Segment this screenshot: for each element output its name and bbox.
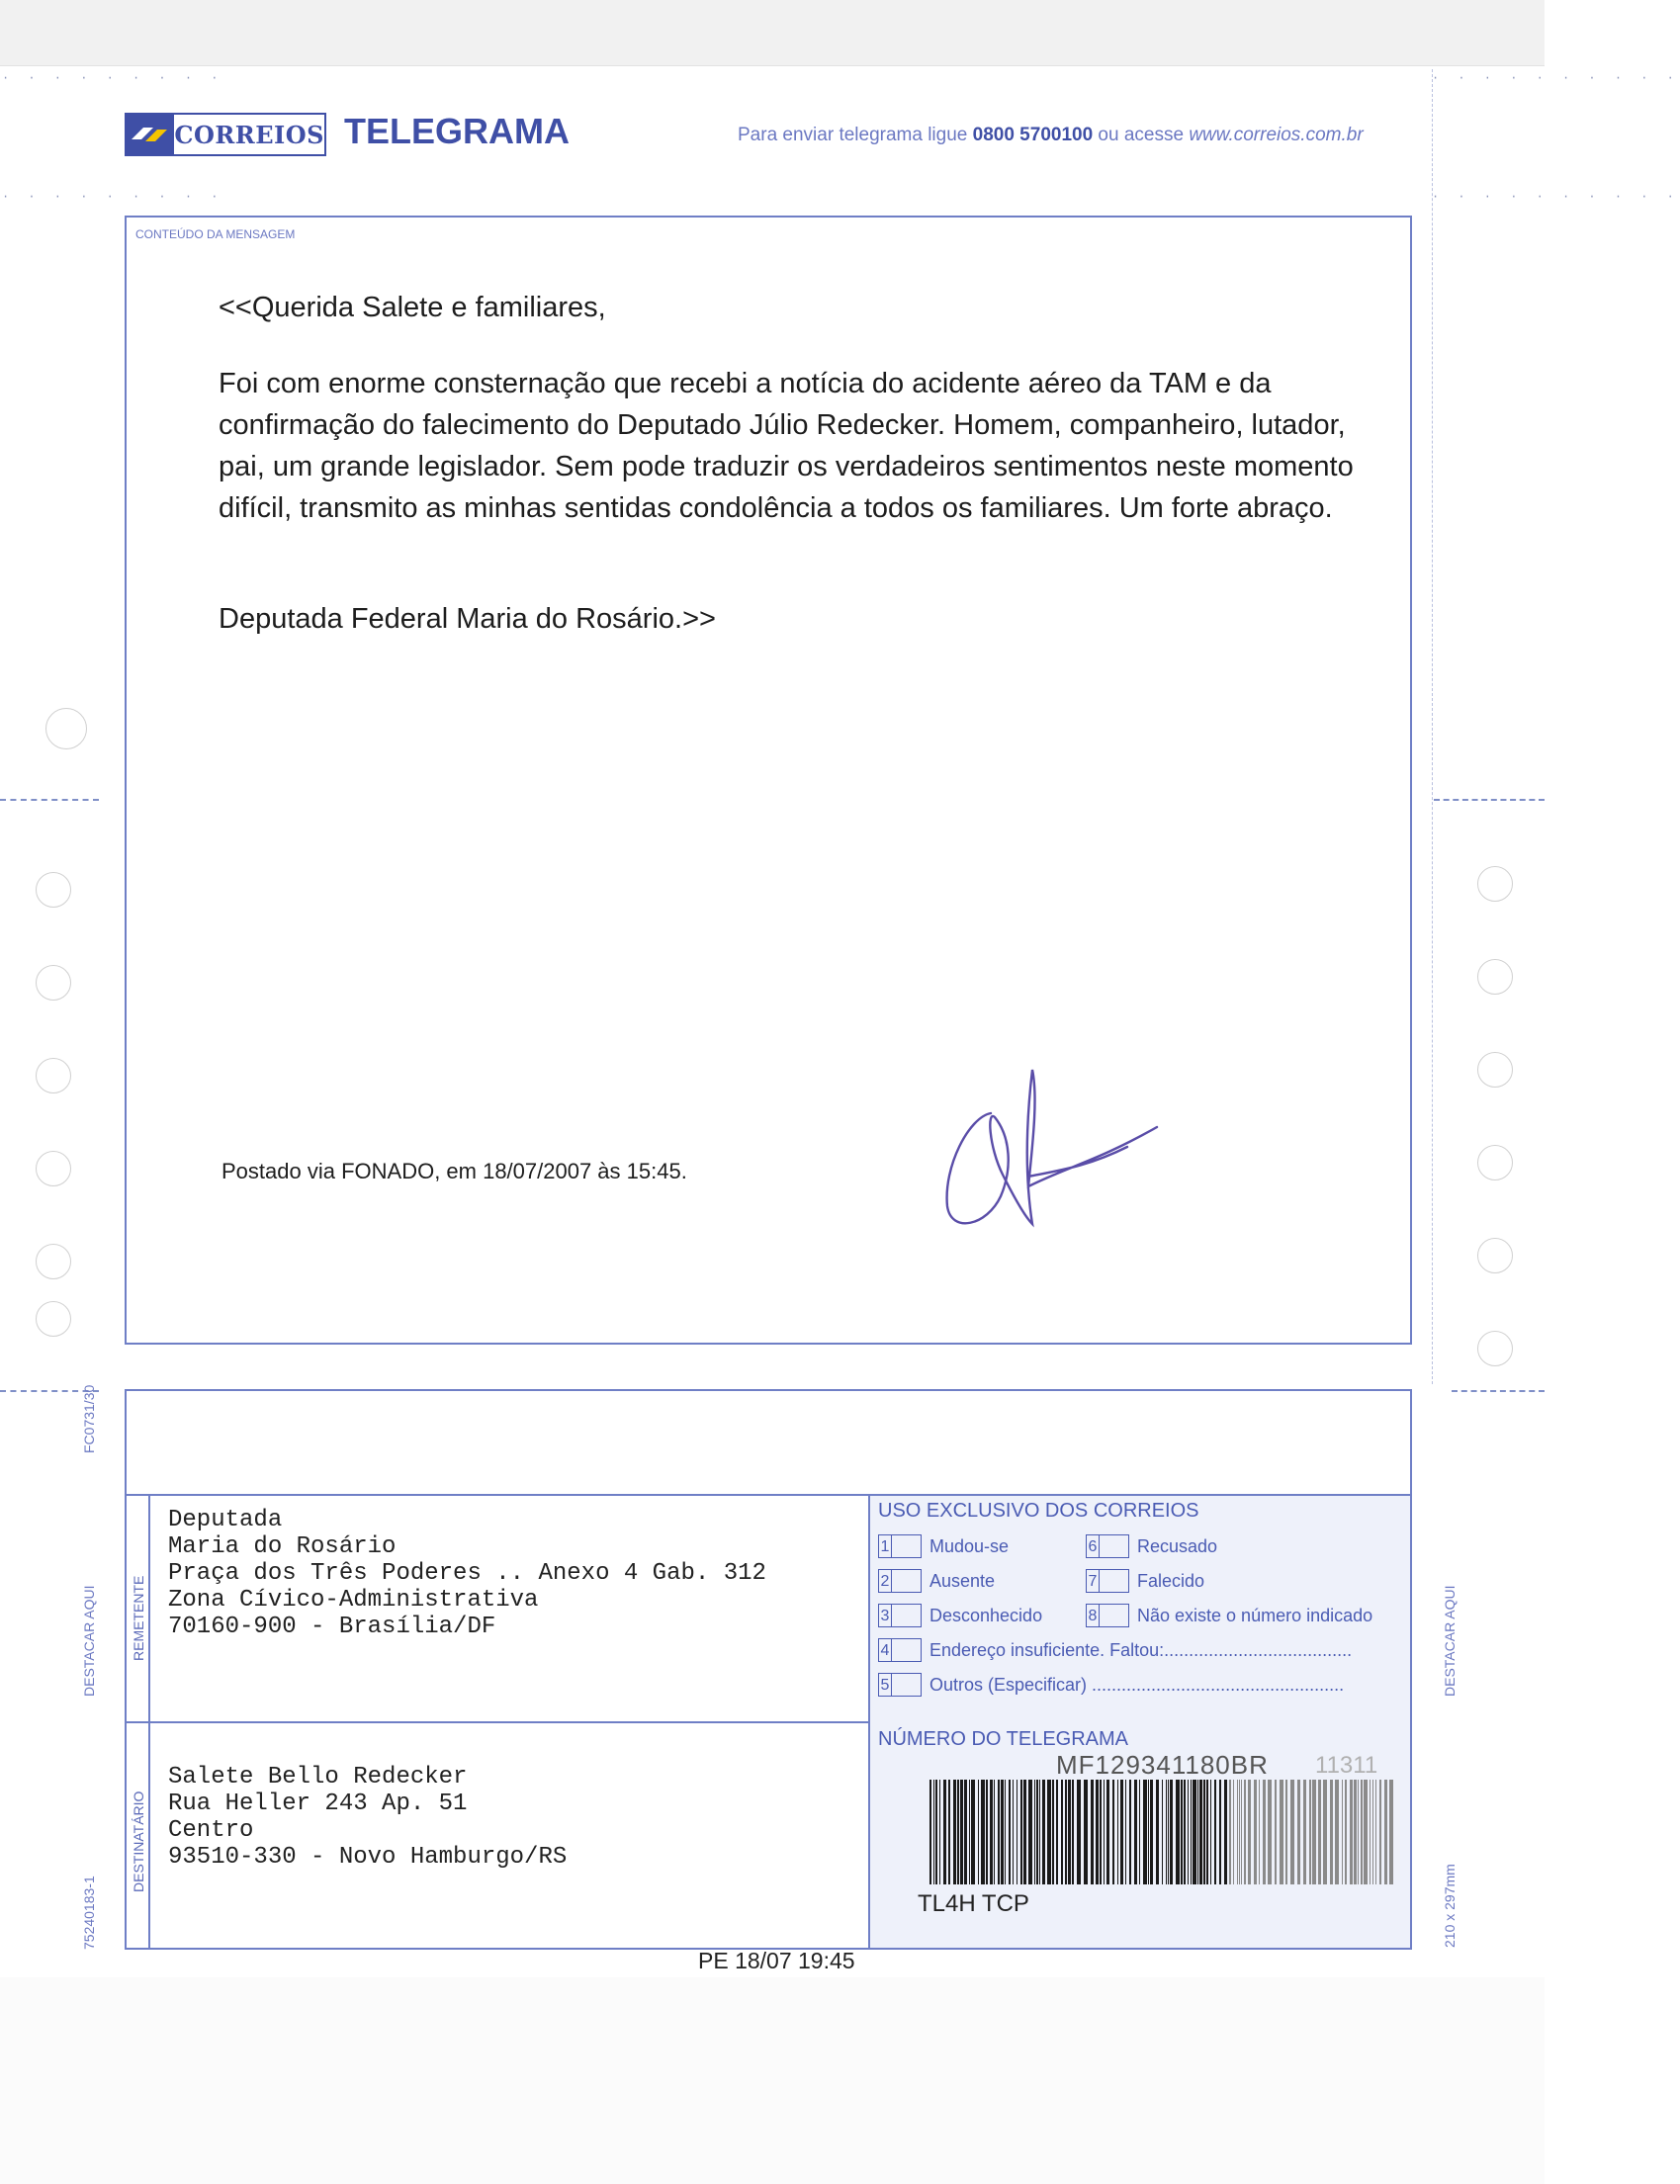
barcode-bar xyxy=(994,1780,995,1884)
barcode-bar xyxy=(1001,1780,1004,1884)
barcode-bar xyxy=(986,1780,988,1884)
barcode-bar xyxy=(929,1780,931,1884)
perforation-dots: · · · · · · · · · xyxy=(2,71,224,85)
barcode-bar xyxy=(1297,1780,1300,1884)
correios-arrows-icon xyxy=(125,113,174,156)
option-label: Endereço insuficiente. Faltou:...................................... xyxy=(929,1639,1353,1660)
option-number: 1 xyxy=(878,1534,892,1558)
telegram-number: MF129341180BR xyxy=(1056,1750,1269,1780)
barcode-bar xyxy=(1361,1780,1363,1884)
barcode-bar xyxy=(1203,1780,1205,1884)
document-title: TELEGRAMA xyxy=(344,111,570,151)
barcode-bar xyxy=(1150,1780,1153,1884)
barcode-bar xyxy=(1039,1780,1040,1884)
barcode-bar xyxy=(1233,1780,1234,1884)
barcode-bar xyxy=(1372,1780,1373,1884)
barcode-bar xyxy=(960,1780,963,1884)
barcode-bar xyxy=(1335,1780,1339,1884)
barcode-bar xyxy=(1106,1780,1109,1884)
barcode-bar xyxy=(1061,1780,1063,1884)
barcode-bar xyxy=(1120,1780,1123,1884)
message-body: Foi com enorme consternação que recebi a notícia do acidente aéreo da TAM e da confirmação do falecimento do Deputado Júlio Redecker. Homem, companheiro, lutador, pai, um grande legislador. Sem pode traduzir os verdadeiros sentimentos neste momento difícil, transmito as minhas sentidas condolência a todos os familiares. Um forte abraço. xyxy=(219,368,1354,524)
barcode-bar xyxy=(1056,1780,1058,1884)
barcode-bar xyxy=(971,1780,975,1884)
barcode-bar xyxy=(981,1780,985,1884)
punch-hole xyxy=(1477,1145,1513,1180)
option-number: 4 xyxy=(878,1638,892,1662)
punch-hole xyxy=(36,872,71,908)
barcode-bar xyxy=(998,1780,1000,1884)
barcode-bar xyxy=(1290,1780,1294,1884)
barcode-bar xyxy=(1254,1780,1257,1884)
barcode-bar xyxy=(1229,1780,1231,1884)
tear-line xyxy=(0,799,99,801)
barcode-bar xyxy=(1239,1780,1240,1884)
barcode-bar xyxy=(1148,1780,1149,1884)
barcode-bar xyxy=(1176,1780,1180,1884)
barcode-bar xyxy=(1166,1780,1167,1884)
barcode-bar xyxy=(1303,1780,1306,1884)
scan-top-edge xyxy=(0,0,1545,66)
perforation-dots: · · · · · · · · · · xyxy=(1432,190,1680,204)
barcode-bar xyxy=(1091,1780,1094,1884)
barcode-bar xyxy=(948,1780,950,1884)
option-number: 6 xyxy=(1086,1534,1100,1558)
barcode-bar xyxy=(1342,1780,1343,1884)
barcode-bar xyxy=(1219,1780,1221,1884)
punch-hole xyxy=(1477,1238,1513,1273)
barcode-bar xyxy=(1210,1780,1211,1884)
barcode-bar xyxy=(1047,1780,1051,1884)
tear-here-right: DESTACAR AQUI xyxy=(1442,1585,1458,1697)
barcode-bar xyxy=(939,1780,940,1884)
perforation-line xyxy=(1432,69,1433,1384)
tear-here-left: DESTACAR AQUI xyxy=(81,1585,97,1697)
barcode-bar xyxy=(1181,1780,1183,1884)
option-number: 3 xyxy=(878,1604,892,1627)
barcode-bar xyxy=(969,1780,970,1884)
barcode-bar xyxy=(1052,1780,1054,1884)
option-checkbox[interactable] xyxy=(892,1638,922,1662)
barcode-bar xyxy=(1318,1780,1321,1884)
correios-use-title: USO EXCLUSIVO DOS CORREIOS xyxy=(878,1500,1199,1522)
sender-address: Deputada Maria do Rosário Praça dos Três Poderes .. Anexo 4 Gab. 312 Zona Cívico-Administrativa 70160-900 - Brasília/DF xyxy=(168,1507,766,1640)
option-moved[interactable] xyxy=(878,1534,1009,1558)
barcode-bar xyxy=(1248,1780,1251,1884)
telegram-code: TL4H TCP xyxy=(918,1890,1029,1917)
message-section-label: CONTEÚDO DA MENSAGEM xyxy=(135,227,296,241)
barcode-bar xyxy=(1224,1780,1227,1884)
punch-hole xyxy=(1477,959,1513,995)
barcode-bar xyxy=(1096,1780,1099,1884)
barcode-bar xyxy=(1350,1780,1353,1884)
barcode-bar xyxy=(990,1780,993,1884)
barcode-bar xyxy=(1354,1780,1357,1884)
barcode-bar xyxy=(1364,1780,1368,1884)
telegram-number-suffix: 11311 xyxy=(1315,1752,1378,1779)
barcode-bar xyxy=(1389,1780,1393,1884)
barcode-bar xyxy=(953,1780,956,1884)
barcode-bar xyxy=(1345,1780,1347,1884)
perforation-dots: · · · · · · · · · xyxy=(2,190,224,204)
punch-hole xyxy=(36,1301,71,1337)
barcode-bar xyxy=(964,1780,967,1884)
telegram-number-title: NÚMERO DO TELEGRAMA xyxy=(878,1728,1128,1750)
barcode-bar xyxy=(1034,1780,1035,1884)
barcode-bar xyxy=(1280,1780,1283,1884)
barcode-bar xyxy=(1384,1780,1387,1884)
barcode-bar xyxy=(1139,1780,1140,1884)
barcode-bar xyxy=(1170,1780,1173,1884)
scan-bottom-edge xyxy=(0,1977,1545,2184)
form-code: FC0731/30 xyxy=(81,1384,97,1453)
message-greeting: <<Querida Salete e familiares, xyxy=(219,292,606,323)
barcode-bar xyxy=(1009,1780,1011,1884)
option-refused[interactable] xyxy=(1086,1534,1217,1558)
barcode-bar xyxy=(1134,1780,1137,1884)
barcode-bar xyxy=(1143,1780,1147,1884)
barcode-bar xyxy=(1112,1780,1114,1884)
barcode-bar xyxy=(1028,1780,1032,1884)
barcode-bar xyxy=(1068,1780,1071,1884)
barcode-bar xyxy=(978,1780,979,1884)
option-label: Mudou-se xyxy=(929,1535,1010,1556)
barcode-bar xyxy=(1020,1780,1022,1884)
barcode-bar xyxy=(1275,1780,1277,1884)
info-mid: ou acesse xyxy=(1093,125,1190,145)
barcode-bar xyxy=(1309,1780,1311,1884)
barcode-bar xyxy=(1379,1780,1381,1884)
info-prefix: Para enviar telegrama ligue xyxy=(738,125,973,145)
option-label: Ausente xyxy=(929,1570,996,1591)
barcode-bar xyxy=(1104,1780,1105,1884)
barcode-bar xyxy=(935,1780,937,1884)
barcode-bar xyxy=(1117,1780,1118,1884)
barcode xyxy=(929,1780,1394,1884)
barcode-bar xyxy=(1168,1780,1169,1884)
barcode-bar xyxy=(1077,1780,1081,1884)
perforation-dots: · · · · · · · · · · xyxy=(1432,71,1680,85)
recipient-label: DESTINATÁRIO xyxy=(131,1791,146,1892)
option-label: Outros (Especificar) ................................................... xyxy=(929,1674,1345,1695)
tear-line xyxy=(1434,799,1545,801)
phone-number: 0800 5700100 xyxy=(972,125,1094,145)
recipient-address: Salete Bello Redecker Rua Heller 243 Ap. 51 Centro 93510-330 - Novo Hamburgo/RS xyxy=(168,1764,568,1871)
website-link[interactable]: www.correios.com.br xyxy=(1189,125,1364,145)
barcode-bar xyxy=(943,1780,946,1884)
barcode-bar xyxy=(957,1780,959,1884)
barcode-bar xyxy=(1191,1780,1192,1884)
option-checkbox[interactable] xyxy=(892,1569,922,1593)
barcode-bar xyxy=(1375,1780,1376,1884)
punch-hole xyxy=(1477,1052,1513,1088)
option-number: 7 xyxy=(1086,1569,1100,1593)
barcode-bar xyxy=(1330,1780,1333,1884)
barcode-bar xyxy=(1023,1780,1026,1884)
barcode-bar xyxy=(1259,1780,1260,1884)
barcode-bar xyxy=(1065,1780,1067,1884)
option-insufficient-address[interactable] xyxy=(878,1638,1352,1662)
barcode-bar xyxy=(1268,1780,1272,1884)
option-number: 5 xyxy=(878,1673,892,1697)
barcode-bar xyxy=(1193,1780,1196,1884)
barcode-bar xyxy=(1084,1780,1088,1884)
punch-hole xyxy=(1477,866,1513,902)
paper-size: 210 x 297mm xyxy=(1442,1864,1458,1948)
option-no-such-number[interactable] xyxy=(1086,1604,1372,1627)
barcode-bar xyxy=(1370,1780,1371,1884)
punch-hole xyxy=(36,1151,71,1186)
barcode-bar xyxy=(1184,1780,1186,1884)
tear-line xyxy=(1452,1390,1545,1392)
processing-timestamp: PE 18/07 19:45 xyxy=(698,1948,855,1973)
correios-logo xyxy=(125,113,326,156)
barcode-bar xyxy=(1005,1780,1006,1884)
option-deceased[interactable] xyxy=(1086,1569,1204,1593)
option-other[interactable] xyxy=(878,1673,1344,1697)
option-unknown[interactable] xyxy=(878,1604,1042,1627)
barcode-bar xyxy=(1013,1780,1014,1884)
barcode-bar xyxy=(1358,1780,1359,1884)
barcode-bar xyxy=(1323,1780,1327,1884)
punch-hole xyxy=(36,965,71,1001)
barcode-bar xyxy=(1156,1780,1159,1884)
option-number: 2 xyxy=(878,1569,892,1593)
barcode-bar xyxy=(933,1780,934,1884)
message-signature-line: Deputada Federal Maria do Rosário.>> xyxy=(219,603,716,635)
form-serial: 75240183-1 xyxy=(81,1876,97,1950)
punch-hole xyxy=(45,708,87,749)
punch-hole xyxy=(36,1244,71,1279)
posted-info: Postado via FONADO, em 18/07/2007 às 15:45. xyxy=(221,1159,687,1183)
option-checkbox[interactable] xyxy=(1100,1604,1129,1627)
option-checkbox[interactable] xyxy=(892,1604,922,1627)
option-label: Não existe o número indicado xyxy=(1137,1605,1373,1625)
barcode-bar xyxy=(1188,1780,1189,1884)
option-checkbox[interactable] xyxy=(1100,1569,1129,1593)
option-label: Falecido xyxy=(1137,1570,1205,1591)
barcode-bar xyxy=(1072,1780,1074,1884)
barcode-bar xyxy=(1214,1780,1216,1884)
barcode-bar xyxy=(1162,1780,1163,1884)
option-label: Desconhecido xyxy=(929,1605,1043,1625)
barcode-bar xyxy=(1125,1780,1126,1884)
barcode-bar xyxy=(1285,1780,1287,1884)
brand-name: CORREIOS xyxy=(174,113,326,156)
option-checkbox[interactable] xyxy=(1100,1534,1129,1558)
barcode-bar xyxy=(1129,1780,1131,1884)
header-info xyxy=(738,125,1364,146)
option-label: Recusado xyxy=(1137,1535,1218,1556)
option-number: 8 xyxy=(1086,1604,1100,1627)
divider xyxy=(148,1494,150,1950)
barcode-bar xyxy=(1241,1780,1242,1884)
barcode-bar xyxy=(1263,1780,1266,1884)
barcode-bar xyxy=(1312,1780,1316,1884)
option-checkbox[interactable] xyxy=(892,1534,922,1558)
handwritten-signature xyxy=(929,1058,1167,1236)
barcode-bar xyxy=(1036,1780,1038,1884)
sender-label: REMETENTE xyxy=(131,1575,146,1661)
barcode-bar xyxy=(1206,1780,1208,1884)
barcode-bar xyxy=(1244,1780,1246,1884)
barcode-bar xyxy=(1199,1780,1202,1884)
punch-hole xyxy=(1477,1331,1513,1366)
option-checkbox[interactable] xyxy=(892,1673,922,1697)
barcode-bar xyxy=(1042,1780,1045,1884)
option-absent[interactable] xyxy=(878,1569,995,1593)
barcode-bar xyxy=(1100,1780,1102,1884)
punch-hole xyxy=(36,1058,71,1093)
barcode-bar xyxy=(1237,1780,1238,1884)
barcode-bar xyxy=(1197,1780,1198,1884)
